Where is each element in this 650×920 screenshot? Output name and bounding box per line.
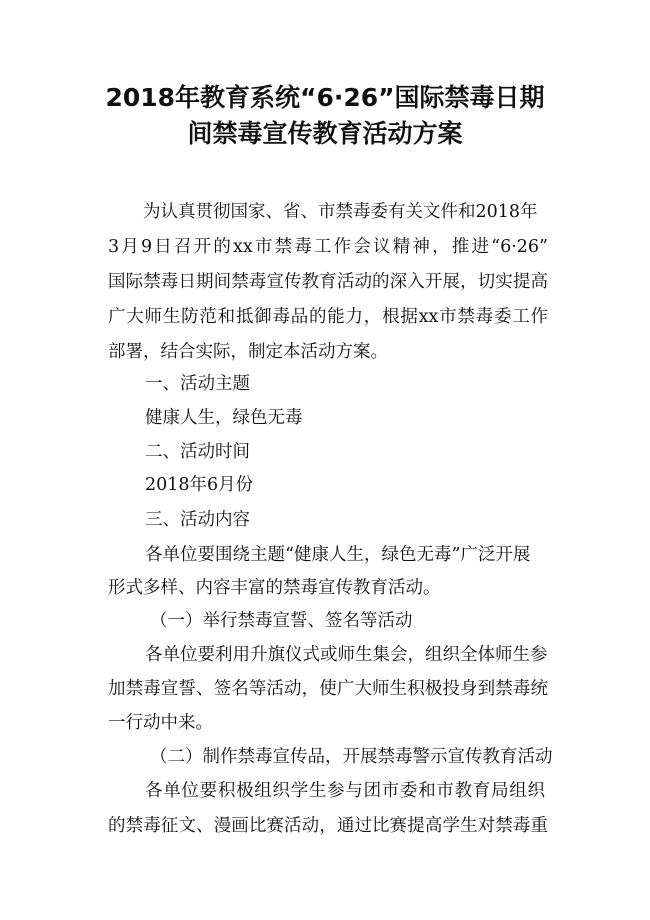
text-line: 部署，结合实际，制定本活动方案。 bbox=[108, 342, 388, 362]
text-line: 形式多样、内容丰富的禁毒宣传教育活动。 bbox=[108, 578, 441, 598]
text-line: 各单位要积极组织学生参与团市委和市教育局组织 bbox=[145, 781, 545, 801]
text-line: 2018年6月份 bbox=[145, 475, 254, 495]
text-line: 广大师生防范和抵御毒品的能力，根据xx市禁毒委工作 bbox=[108, 307, 548, 327]
section-heading: 一、活动主题 bbox=[145, 374, 250, 394]
text-line: 加禁毒宣誓、签名等活动，使广大师生积极投身到禁毒统 bbox=[108, 679, 548, 699]
subsection-heading: （一）举行禁毒宣誓、签名等活动 bbox=[150, 611, 413, 631]
text-line: 的禁毒征文、漫画比赛活动，通过比赛提高学生对禁毒重 bbox=[108, 816, 548, 836]
text-line: 一行动中来。 bbox=[108, 713, 213, 733]
subsection-heading: （二）制作禁毒宣传品，开展禁毒警示宣传教育活动 bbox=[150, 747, 553, 767]
section-heading: 二、活动时间 bbox=[145, 442, 250, 462]
document-title-line-2: 间禁毒宣传教育活动方案 bbox=[187, 119, 463, 148]
text-line: 为认真贯彻国家、省、市禁毒委有关文件和2018年 bbox=[143, 202, 538, 222]
text-line: 各单位要利用升旗仪式或师生集会，组织全体师生参 bbox=[145, 645, 548, 665]
text-line: 3月9日召开的xx市禁毒工作会议精神，推进“6·26” bbox=[108, 237, 548, 257]
text-line: 国际禁毒日期间禁毒宣传教育活动的深入开展，切实提高 bbox=[108, 272, 548, 292]
text-line: 健康人生，绿色无毒 bbox=[145, 408, 303, 428]
section-heading: 三、活动内容 bbox=[145, 510, 250, 530]
text-line: 各单位要围绕主题“健康人生，绿色无毒”广泛开展 bbox=[145, 545, 531, 565]
document-title-line-1: 2018年教育系统“6·26”国际禁毒日期 bbox=[105, 83, 545, 112]
